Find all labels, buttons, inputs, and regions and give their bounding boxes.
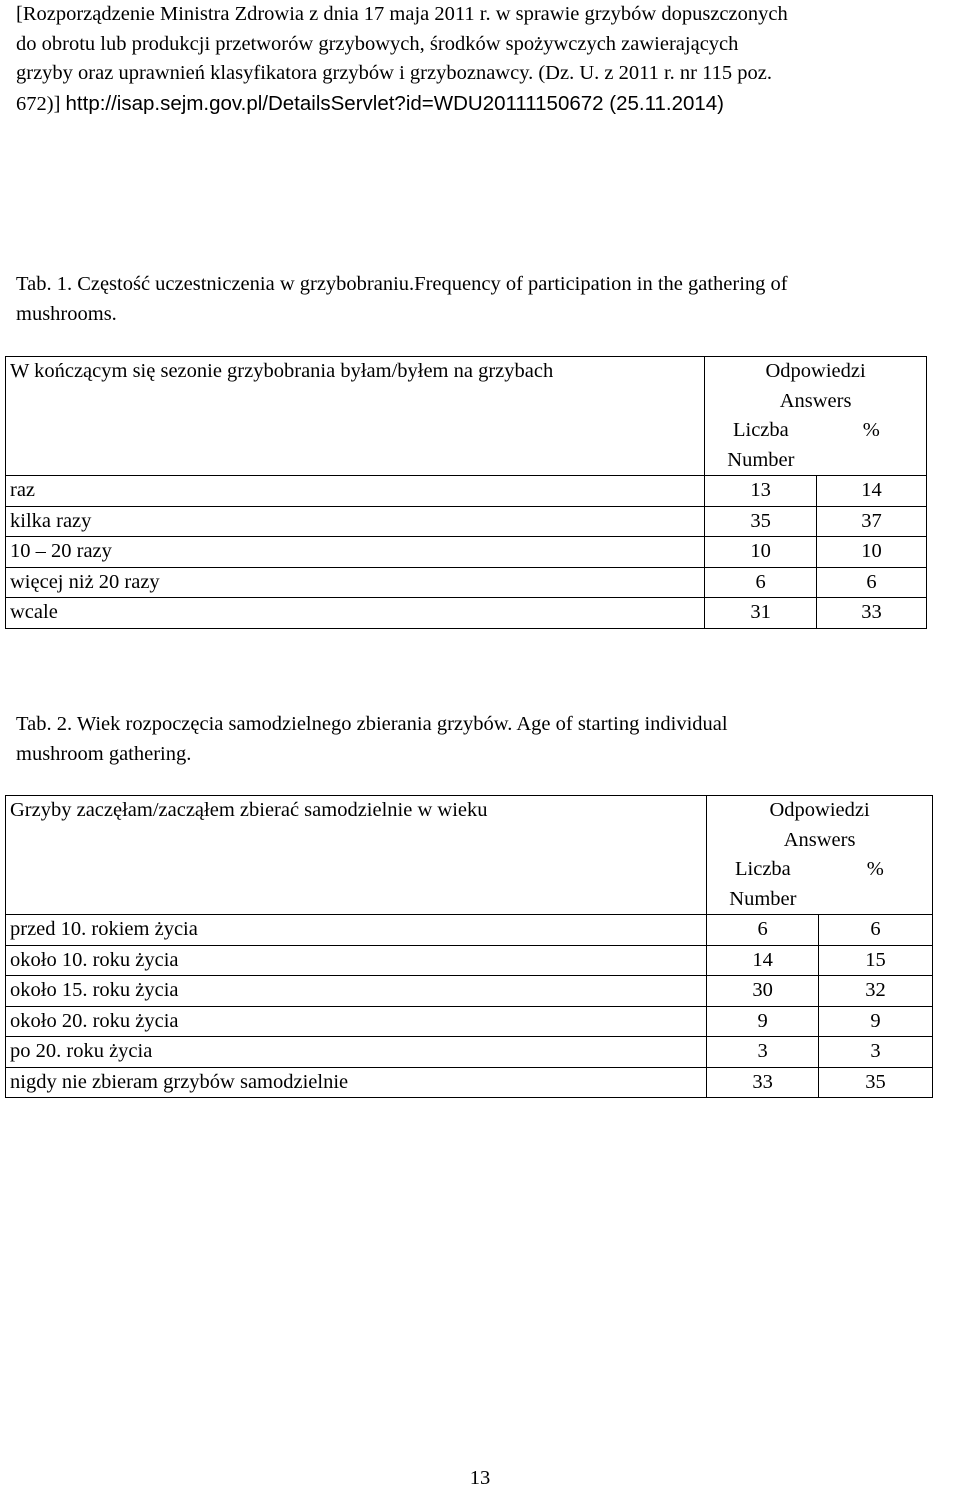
- row-label: około 10. roku życia: [6, 945, 707, 976]
- row-percent: 6: [819, 915, 933, 946]
- row-count: 9: [707, 1006, 819, 1037]
- table-row: [6, 537, 927, 568]
- row-percent: 37: [817, 506, 927, 537]
- citation-line: 672)] http://isap.sejm.gov.pl/DetailsServlet?id=WDU20111150672 (25.11.2014): [16, 91, 724, 115]
- question-header: Grzyby zaczęłam/zacząłem zbierać samodzielnie w wieku: [6, 796, 707, 915]
- percent-header: %: [819, 855, 933, 915]
- citation-line: grzyby oraz uprawnień klasyfikatora grzybów i grzyboznawcy. (Dz. U. z 2011 r. nr 115 poz.: [16, 62, 772, 84]
- row-percent: 15: [819, 945, 933, 976]
- row-count: 30: [707, 976, 819, 1007]
- table-1-caption: [16, 270, 956, 329]
- table-row: [6, 567, 927, 598]
- row-count: 31: [705, 598, 817, 629]
- row-percent: 35: [819, 1067, 933, 1098]
- citation-line: do obrotu lub produkcji przetworów grzybowych, środków spożywczych zawierających: [16, 32, 739, 55]
- caption-line: Tab. 1. Częstość uczestniczenia w grzybobraniu.Frequency of participation in the gathering of: [16, 273, 788, 295]
- table-starting-age: [5, 795, 933, 1098]
- row-label: 10 – 20 razy: [6, 537, 705, 568]
- row-count: 33: [707, 1067, 819, 1098]
- row-label: więcej niż 20 razy: [6, 567, 705, 598]
- citation-line: [Rozporządzenie Ministra Zdrowia z dnia 17 maja 2011 r. w sprawie grzybów dopuszczonych: [16, 3, 788, 25]
- row-percent: 6: [817, 567, 927, 598]
- row-count: 35: [705, 506, 817, 537]
- row-percent: 14: [817, 476, 927, 507]
- row-label: raz: [6, 476, 705, 507]
- row-label: około 15. roku życia: [6, 976, 707, 1007]
- caption-line: mushroom gathering.: [16, 742, 192, 765]
- table-header-row: [6, 357, 927, 417]
- table-2-caption: [16, 710, 956, 769]
- row-count: 14: [707, 945, 819, 976]
- row-label: przed 10. rokiem życia: [6, 915, 707, 946]
- row-count: 6: [707, 915, 819, 946]
- table-row: [6, 1067, 933, 1098]
- row-label: nigdy nie zbieram grzybów samodzielnie: [6, 1067, 707, 1098]
- row-count: 13: [705, 476, 817, 507]
- caption-line: mushrooms.: [16, 302, 117, 325]
- table-row: [6, 945, 933, 976]
- citation-url[interactable]: http://isap.sejm.gov.pl/DetailsServlet?id=WDU20111150672 (25.11.2014): [65, 91, 724, 115]
- row-percent: 3: [819, 1037, 933, 1068]
- table-row: [6, 476, 927, 507]
- row-percent: 9: [819, 1006, 933, 1037]
- question-header: W kończącym się sezonie grzybobrania byłam/byłem na grzybach: [6, 357, 705, 476]
- count-header: Liczba Number: [707, 855, 819, 915]
- table-row: [6, 915, 933, 946]
- table-row: [6, 976, 933, 1007]
- table-header-row: [6, 796, 933, 856]
- row-label: kilka razy: [6, 506, 705, 537]
- table-row: [6, 598, 927, 629]
- answers-header: Odpowiedzi Answers: [707, 796, 933, 856]
- row-percent: 10: [817, 537, 927, 568]
- row-count: 10: [705, 537, 817, 568]
- percent-header: %: [817, 416, 927, 476]
- table-participation-frequency: [5, 356, 927, 629]
- row-label: około 20. roku życia: [6, 1006, 707, 1037]
- table-row: [6, 506, 927, 537]
- row-percent: 33: [817, 598, 927, 629]
- table-row: [6, 1006, 933, 1037]
- row-percent: 32: [819, 976, 933, 1007]
- table-row: [6, 1037, 933, 1068]
- caption-line: Tab. 2. Wiek rozpoczęcia samodzielnego zbierania grzybów. Age of starting individual: [16, 713, 728, 735]
- count-header: Liczba Number: [705, 416, 817, 476]
- reference-citation: [16, 0, 956, 119]
- row-count: 3: [707, 1037, 819, 1068]
- row-label: po 20. roku życia: [6, 1037, 707, 1068]
- answers-header: Odpowiedzi Answers: [705, 357, 927, 417]
- row-count: 6: [705, 567, 817, 598]
- row-label: wcale: [6, 598, 705, 629]
- page-number: 13: [469, 1467, 491, 1489]
